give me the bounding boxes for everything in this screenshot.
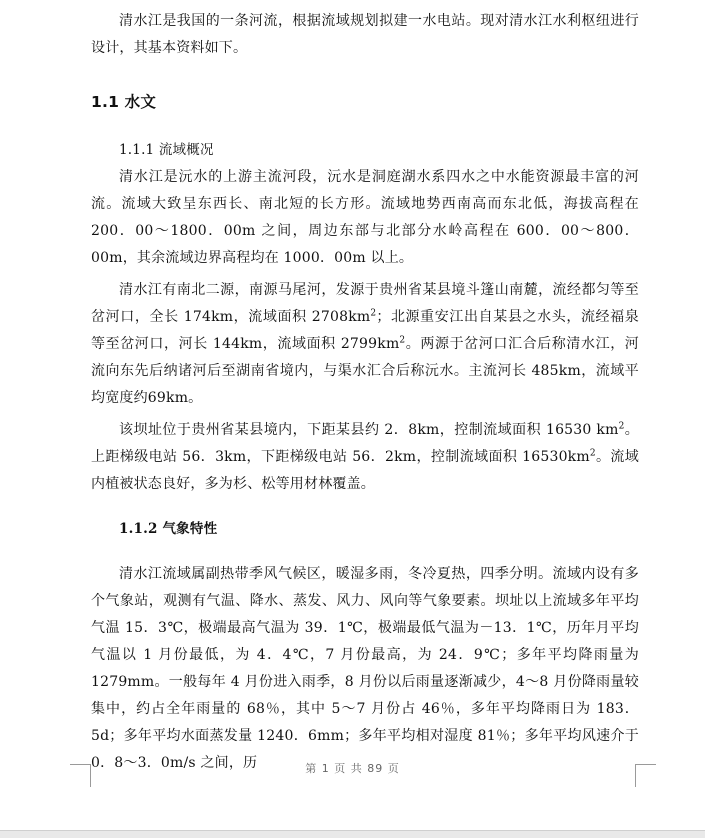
text-run: 清水江有南北二源，南源马尾河，发源于贵州省某县境斗篷山南麓，流经都匀等至岔河口，全长 174km，流域面积 2708km [91,282,639,325]
superscript: 2 [399,335,406,346]
crop-mark-right [635,764,656,787]
text-run: 。流域内植被状态良好，多为杉、松等用材林覆盖。 [91,449,639,492]
text-run: 。上距梯级电站 56．3km，下距梯级电站 56．2km，控制流域面积 16530km [91,422,640,465]
text-run: 。两源于岔河口汇合后称清水江，河流向东先后纳诸河后至湖南省境内，与渠水汇合后称沅水。主流河长 485km，流域平均宽度约69km。 [91,336,640,406]
basin-paragraph-3 [91,417,639,498]
page-footer [0,752,705,792]
text-run: ；北源重安江出自某县之水头，流经福泉等至岔河口，河长 144km，流域面积 2799km [91,309,639,352]
section-heading: 1.1 水文 [91,93,157,111]
page-number: 第 1 页 共 89 页 [305,762,400,775]
basin-paragraph-2 [91,277,639,412]
subsection-heading-basin: 1.1.1 流域概况 [119,142,214,158]
climate-paragraph: 清水江流域属副热带季风气候区，暖湿多雨，冬冷夏热，四季分明。流域内设有多个气象站，观测有气温、降水、蒸发、风力、风向等气象要素。坝址以上流域多年平均气温 15．3℃，极端最高气温为 39．1℃，极端最低气温为－13．1℃，历年月平均气温以 1 月份最低，为 4．4℃，7 月份最高，为 24．9℃；多年平均降雨量为 1279mm。一般每年 4 月份进入雨季，8 月份以后雨量逐渐减少，4～8 月份降雨量较集中，约占全年雨量的 68％，其中 5～7 月份占 46％，多年平均降雨日为 183．5d；多年平均水面蒸发量 1240．6mm；多年平均相对湿度 81％；多年平均风速介于 0．8～3．0m/s 之间，历 [91,566,639,771]
superscript: 2 [618,421,625,432]
text-run: 该坝址位于贵州省某县境内，下距某县约 2．8km，控制流域面积 16530 km [119,422,619,438]
intro-paragraph: 清水江是我国的一条河流，根据流域规划拟建一水电站。现对清水江水利枢纽进行设计，其基本资料如下。 [91,13,639,56]
basin-paragraph-1: 清水江是沅水的上游主流河段，沅水是洞庭湖水系四水之中水能资源最丰富的河流。流域大致呈东西长、南北短的长方形。流域地势西南高而东北低，海拔高程在200．00～1800．00m 之间，周边东部与北部分水岭高程在 600．00～800．00m，其余流域边界高程均在 1000．00m 以上。 [91,169,639,266]
superscript: 2 [370,308,377,319]
superscript: 2 [589,448,596,459]
page-content [91,8,639,777]
subsection-heading-climate: 1.1.2 气象特性 [119,521,218,537]
